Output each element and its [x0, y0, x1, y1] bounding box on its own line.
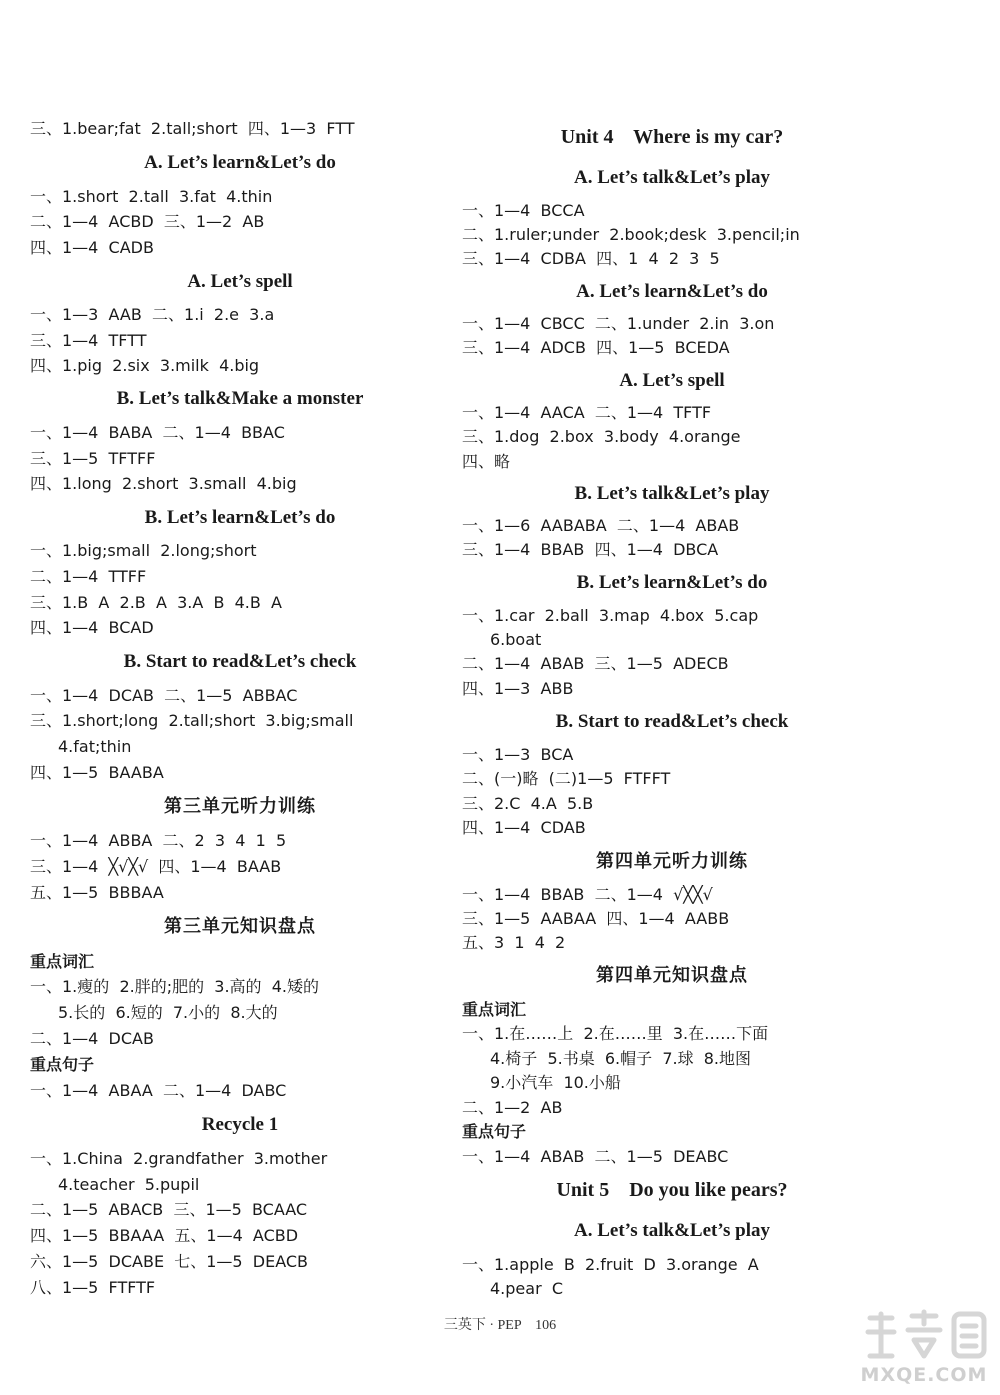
- answer-line: 三、1—5 TFTFF: [30, 449, 156, 468]
- answer-line: 三、1.B A 2.B A 3.A B 4.B A: [30, 593, 282, 612]
- answer-line: 四、1—4 CDAB: [462, 818, 586, 837]
- answer-line: 4.pear C: [490, 1279, 563, 1298]
- watermark-text: MXQE.COM: [860, 1364, 988, 1386]
- answer-line: 4.teacher 5.pupil: [58, 1175, 200, 1194]
- section-heading: A. Let’s talk&Let’s play: [574, 167, 770, 188]
- answer-line: 一、1—4 AACA 二、1—4 TFTF: [462, 403, 712, 422]
- answer-line: 三、1—4 CDBA 四、1 4 2 3 5: [462, 249, 720, 268]
- section-heading: 第三单元知识盘点: [164, 916, 316, 937]
- section-heading: B. Start to read&Let’s check: [123, 651, 357, 672]
- answer-line: 二、1.ruler;under 2.book;desk 3.pencil;in: [462, 225, 800, 244]
- page-footer: 三英下 · PEP 106: [443, 1318, 557, 1333]
- answer-line: 三、2.C 4.A 5.B: [462, 794, 594, 813]
- sub-heading: 重点词汇: [462, 1000, 527, 1019]
- sub-heading: 重点句子: [462, 1122, 527, 1141]
- sub-heading: 重点句子: [30, 1055, 95, 1074]
- answer-line: 一、1—4 ABAB 二、1—5 DEABC: [462, 1147, 729, 1166]
- answer-line: 二、1—2 AB: [462, 1098, 563, 1117]
- answer-line: 三、1—4 BBAB 四、1—4 DBCA: [462, 540, 719, 559]
- answer-line: 一、1.China 2.grandfather 3.mother: [30, 1149, 328, 1168]
- section-heading: B. Let’s talk&Make a monster: [116, 388, 364, 409]
- section-heading: B. Let’s talk&Let’s play: [574, 483, 770, 504]
- answer-line: 一、1.apple B 2.fruit D 3.orange A: [462, 1255, 759, 1274]
- answer-line: 四、1—5 BAABA: [30, 763, 164, 782]
- answer-line: 四、略: [462, 452, 511, 471]
- section-heading: 第四单元知识盘点: [596, 965, 748, 986]
- answer-line: 一、1—3 BCA: [462, 745, 574, 764]
- section-heading: A. Let’s spell: [619, 370, 725, 391]
- answer-line: 二、1—5 ABACB 三、1—5 BCAAC: [30, 1200, 308, 1219]
- unit-heading: Unit 5 Do you like pears?: [556, 1179, 788, 1201]
- answer-line: 一、1—4 DCAB 二、1—5 ABBAC: [30, 686, 298, 705]
- answer-line: 5.长的 6.短的 7.小的 8.大的: [58, 1003, 278, 1022]
- answer-line: 三、1—4 ╳√╳√ 四、1—4 BAAB: [30, 857, 282, 876]
- answer-line: 一、1—4 BCCA: [462, 201, 585, 220]
- answer-line: 三、1.bear;fat 2.tall;short 四、1—3 FTT: [30, 119, 355, 138]
- answer-line: 一、1.在……上 2.在……里 3.在……下面: [462, 1024, 769, 1043]
- answer-line: 二、(一)略 (二)1—5 FTFFT: [462, 769, 671, 788]
- answer-line: 一、1—4 ABBA 二、2 3 4 1 5: [30, 831, 287, 850]
- answer-line: 一、1.short 2.tall 3.fat 4.thin: [30, 187, 273, 206]
- watermark-logo-icon: [856, 1306, 992, 1364]
- answer-line: 四、1—4 CADB: [30, 238, 154, 257]
- answer-line: 9.小汽车 10.小船: [490, 1073, 621, 1092]
- answer-line: 二、1—4 DCAB: [30, 1029, 154, 1048]
- section-heading: A. Let’s talk&Let’s play: [574, 1220, 770, 1241]
- answer-line: 三、1.short;long 2.tall;short 3.big;small: [30, 711, 354, 730]
- answer-line: 四、1—5 BBAAA 五、1—4 ACBD: [30, 1226, 299, 1245]
- answer-line: 二、1—4 TTFF: [30, 567, 147, 586]
- answer-line: 一、1—3 AAB 二、1.i 2.e 3.a: [30, 305, 275, 324]
- answer-line: 四、1.pig 2.six 3.milk 4.big: [30, 356, 260, 375]
- section-heading: A. Let’s learn&Let’s do: [144, 152, 336, 173]
- answer-line: 一、1—6 AABABA 二、1—4 ABAB: [462, 516, 740, 535]
- answer-line: 五、3 1 4 2: [462, 933, 566, 952]
- answer-line: 4.fat;thin: [58, 737, 132, 756]
- answer-line: 一、1.瘦的 2.胖的;肥的 3.高的 4.矮的: [30, 977, 319, 996]
- answer-line: 一、1.big;small 2.long;short: [30, 541, 257, 560]
- section-heading: B. Let’s learn&Let’s do: [576, 572, 768, 593]
- unit-heading: Unit 4 Where is my car?: [560, 126, 784, 148]
- answer-line: 四、1—3 ABB: [462, 679, 574, 698]
- answer-line: 二、1—4 ACBD 三、1—2 AB: [30, 212, 265, 231]
- section-heading: A. Let’s learn&Let’s do: [576, 281, 768, 302]
- answer-line: 三、1—5 AABAA 四、1—4 AABB: [462, 909, 730, 928]
- section-heading: Recycle 1: [201, 1114, 279, 1135]
- watermark: [856, 1306, 992, 1390]
- answer-line: 一、1—4 BBAB 二、1—4 √╳╳√: [462, 885, 713, 904]
- answer-line: 一、1—4 ABAA 二、1—4 DABC: [30, 1081, 287, 1100]
- section-heading: B. Start to read&Let’s check: [555, 711, 789, 732]
- answer-line: 三、1—4 TFTT: [30, 331, 147, 350]
- answer-line: 四、1.long 2.short 3.small 4.big: [30, 474, 297, 493]
- answer-line: 六、1—5 DCABE 七、1—5 DEACB: [30, 1252, 309, 1271]
- section-heading: 第三单元听力训练: [164, 796, 316, 817]
- answer-line: 三、1.dog 2.box 3.body 4.orange: [462, 427, 741, 446]
- answer-line: 一、1.car 2.ball 3.map 4.box 5.cap: [462, 606, 759, 625]
- answer-line: 二、1—4 ABAB 三、1—5 ADECB: [462, 654, 729, 673]
- section-heading: B. Let’s learn&Let’s do: [144, 507, 336, 528]
- answer-line: 八、1—5 FTFTF: [30, 1278, 156, 1297]
- answer-line: 6.boat: [490, 630, 542, 649]
- answer-line: 4.椅子 5.书桌 6.帽子 7.球 8.地图: [490, 1049, 752, 1068]
- answer-line: 五、1—5 BBBAA: [30, 883, 164, 902]
- sub-heading: 重点词汇: [30, 952, 95, 971]
- section-heading: A. Let’s spell: [187, 271, 293, 292]
- answer-line: 三、1—4 ADCB 四、1—5 BCEDA: [462, 338, 730, 357]
- answer-line: 一、1—4 BABA 二、1—4 BBAC: [30, 423, 285, 442]
- answer-line: 四、1—4 BCAD: [30, 618, 154, 637]
- answer-line: 一、1—4 CBCC 二、1.under 2.in 3.on: [462, 314, 775, 333]
- section-heading: 第四单元听力训练: [596, 851, 748, 872]
